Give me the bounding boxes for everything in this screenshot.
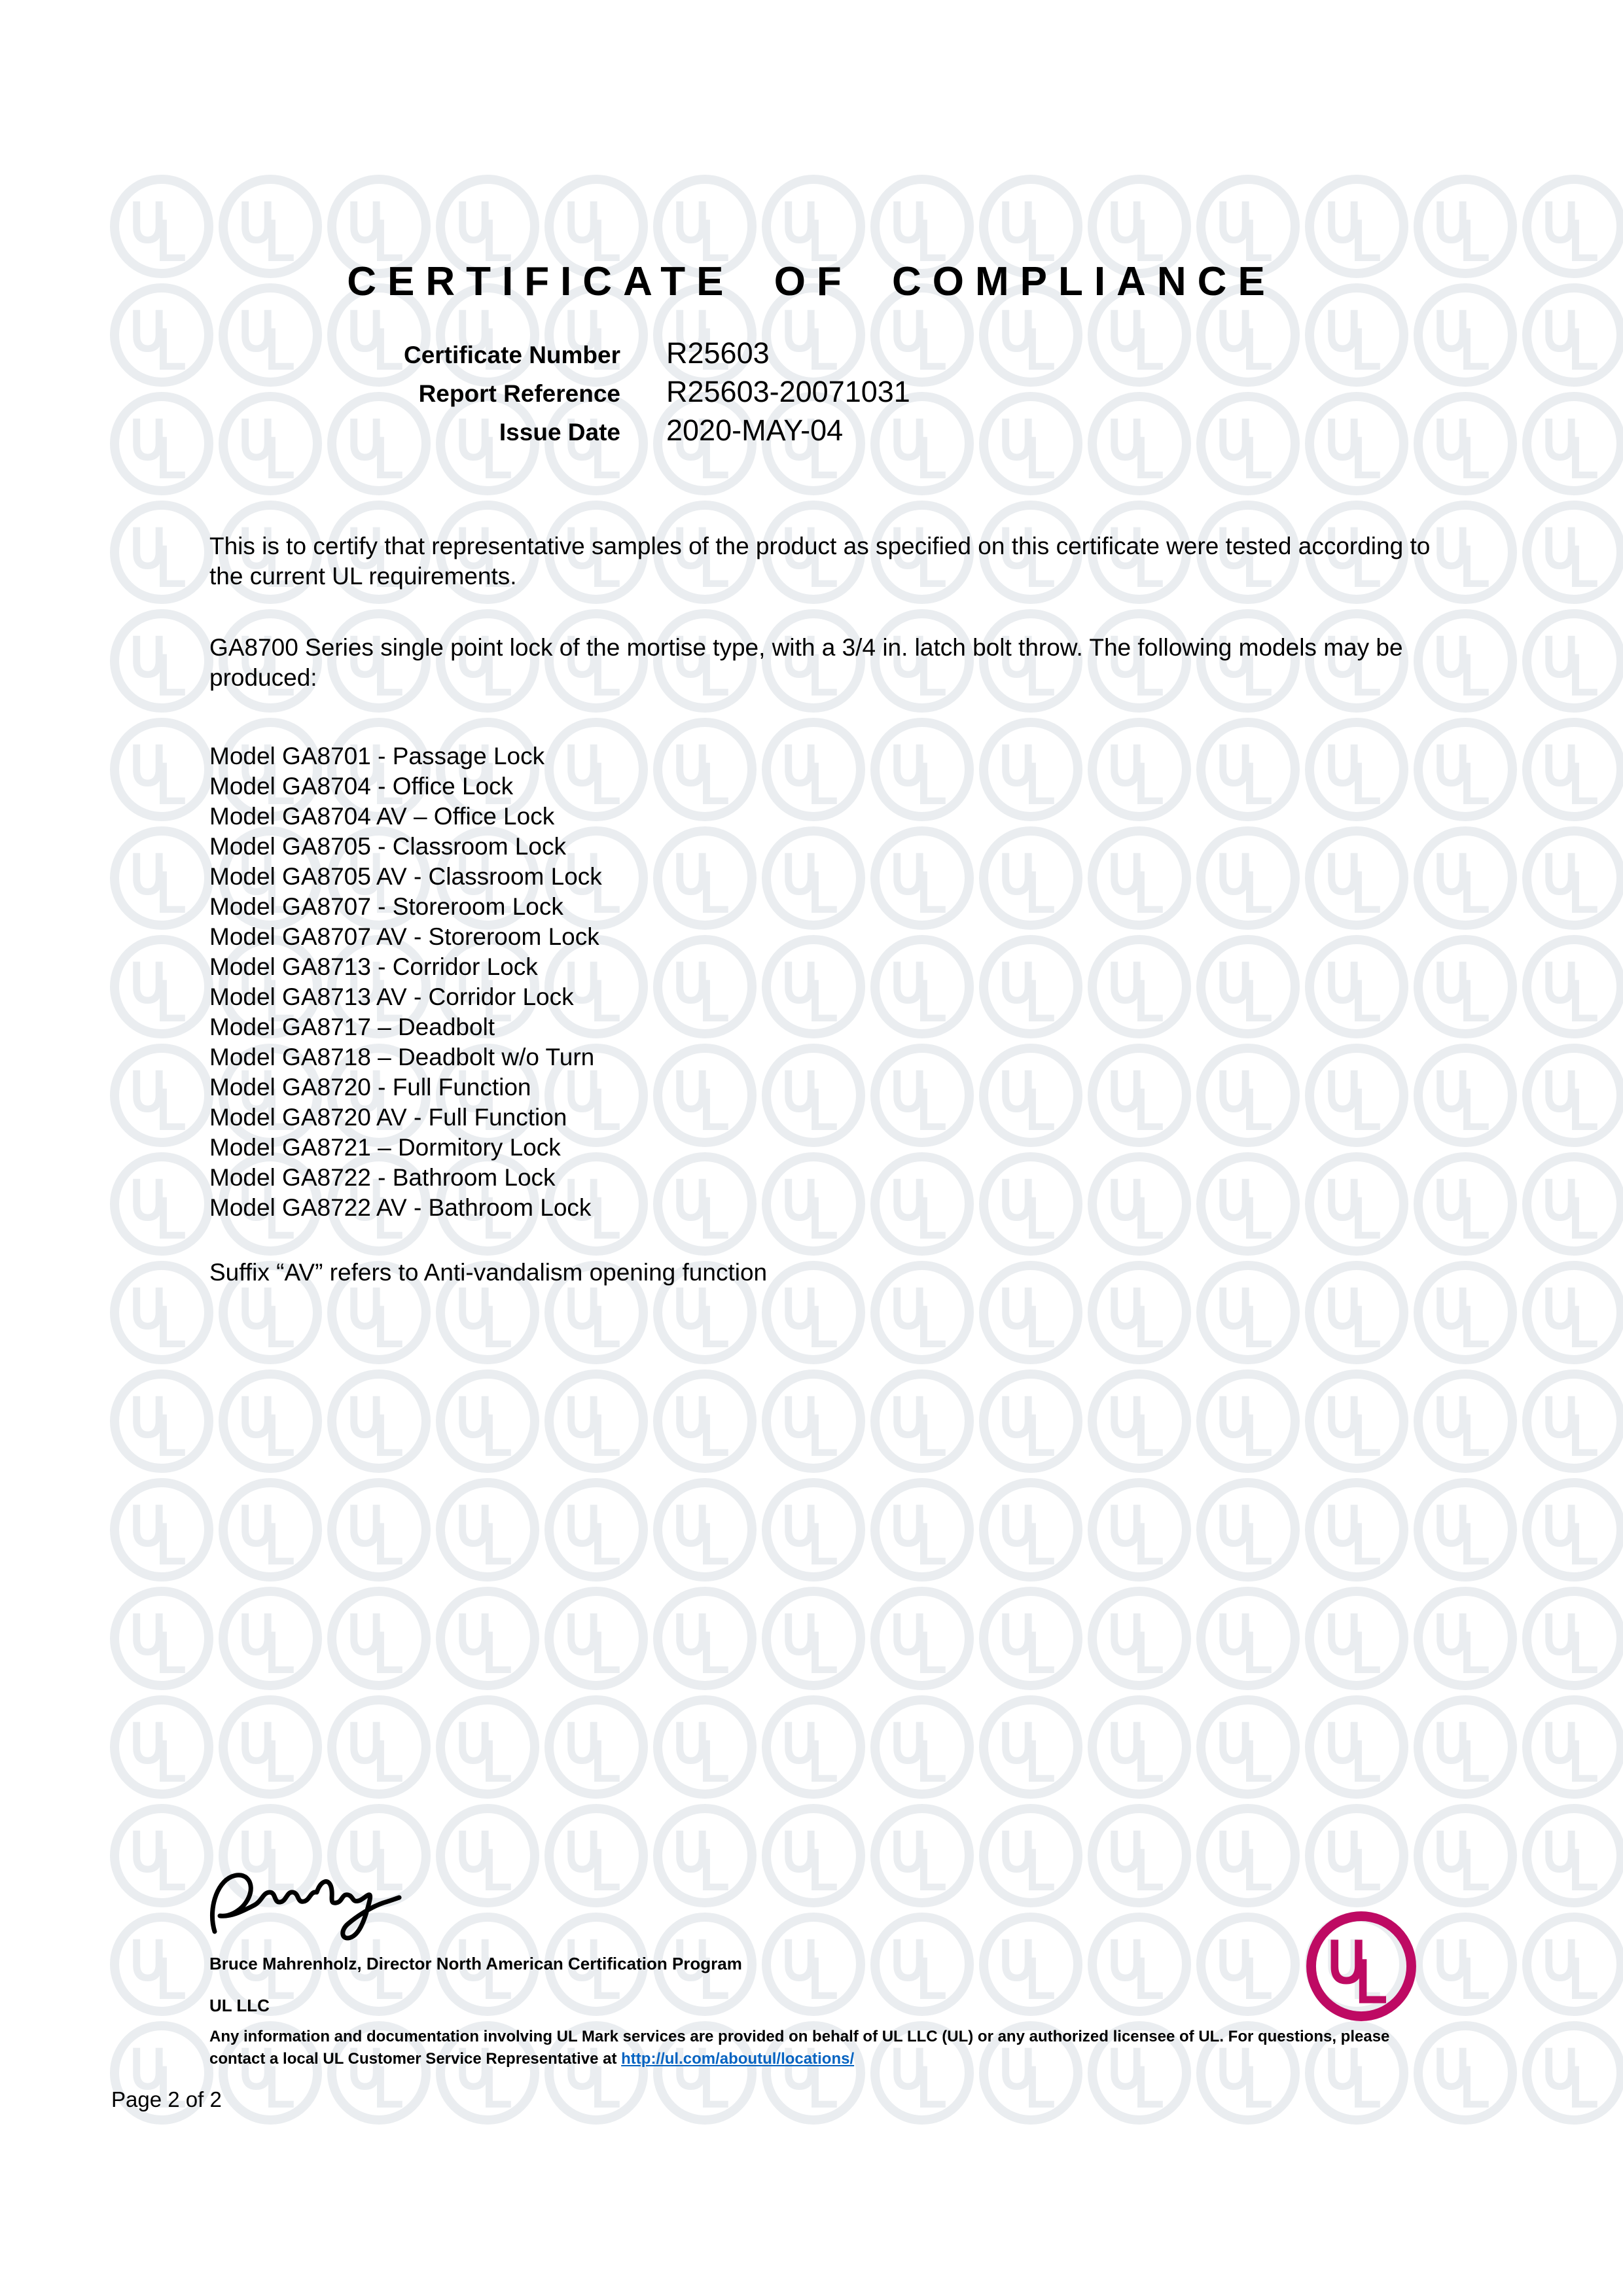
field-value: R25603 [666,336,770,370]
model-item: Model GA8701 - Passage Lock [209,743,545,769]
product-description: GA8700 Series single point lock of the mortise type, with a 3/4 in. latch bolt throw. The following models may be produced: [209,634,1403,691]
model-item: Model GA8713 - Corridor Lock [209,953,538,980]
disclaimer-prefix: Any information and documentation involving UL Mark services are provided on behalf of UL LLC (UL) or any authorized licensee of UL. For questions, please contact a local UL Customer Service Representative at [209,2028,1390,2068]
field-label: Report Reference [418,380,620,407]
signature-image [203,1865,425,1945]
locations-link[interactable]: http://ul.com/aboutul/locations/ [621,2050,855,2068]
certify-statement: This is to certify that representative samples of the product as specified on this certificate were tested according to the current UL requirements. [209,533,1431,590]
page-title: CERTIFICATE OF COMPLIANCE [347,259,1276,304]
suffix-note: Suffix “AV” refers to Anti-vandalism opening function [209,1259,768,1286]
signer-name-title: Bruce Mahrenholz, Director North American Certification Program [209,1954,742,1973]
model-item: Model GA8722 AV - Bathroom Lock [209,1194,592,1221]
certificate-fields [209,336,1126,452]
field-value: R25603-20071031 [666,375,910,408]
model-item: Model GA8720 AV - Full Function [209,1104,567,1131]
model-item: Model GA8705 - Classroom Lock [209,833,566,860]
certificate-field-row [209,336,1126,375]
certificate-field-row [209,375,1126,414]
company-name: UL LLC [209,1996,270,2015]
field-label: Issue Date [499,419,620,446]
ul-circle-logo-icon [1306,1911,1417,2022]
disclaimer-text [209,2026,1427,2070]
page-number-label: Page 2 of 2 [111,2087,222,2111]
model-item: Model GA8705 AV - Classroom Lock [209,863,602,890]
field-value: 2020-MAY-04 [666,414,844,447]
model-item: Model GA8722 - Bathroom Lock [209,1164,556,1191]
model-item: Model GA8707 AV - Storeroom Lock [209,923,599,950]
model-item: Model GA8704 - Office Lock [209,773,514,800]
model-item: Model GA8717 – Deadbolt [209,1014,495,1040]
field-label: Certificate Number [403,342,620,368]
model-item: Model GA8721 – Dormitory Lock [209,1134,561,1161]
model-item: Model GA8704 AV – Office Lock [209,803,555,830]
model-item: Model GA8718 – Deadbolt w/o Turn [209,1044,595,1070]
model-item: Model GA8713 AV - Corridor Lock [209,983,574,1010]
model-list [209,741,1446,1223]
model-item: Model GA8707 - Storeroom Lock [209,893,563,920]
certificate-field-row [209,414,1126,452]
model-item: Model GA8720 - Full Function [209,1074,531,1101]
